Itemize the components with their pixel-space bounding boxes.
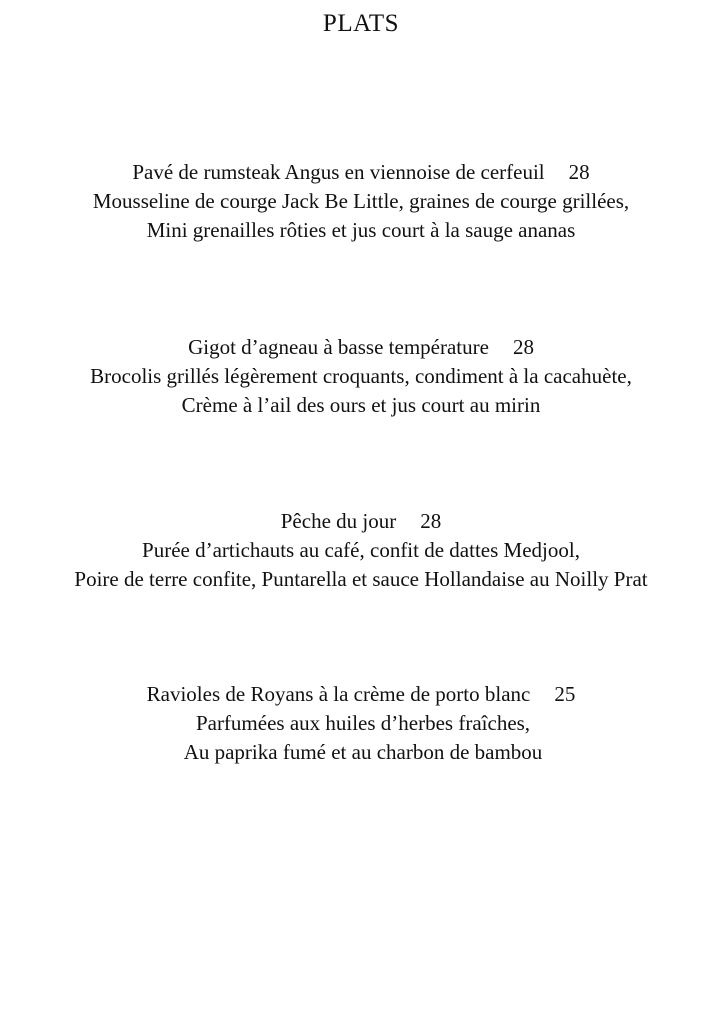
dish-description-line: Au paprika fumé et au charbon de bambou <box>183 740 543 764</box>
dish-name: Ravioles de Royans à la crème de porto blanc <box>146 682 531 706</box>
dish-price: 28 <box>568 160 590 184</box>
dish-name: Pêche du jour <box>280 509 397 533</box>
dish-description-line: Brocolis grillés légèrement croquants, condiment à la cacahuète, <box>90 364 632 388</box>
dish-name-line <box>0 158 722 187</box>
menu-item <box>0 333 722 420</box>
dish-description-line: Parfumées aux huiles d’herbes fraîches, <box>195 711 531 735</box>
dish-name-line <box>0 333 722 362</box>
dish-name-line <box>0 507 722 536</box>
dish-description-line: Crème à l’ail des ours et jus court au mirin <box>181 393 541 417</box>
menu-item <box>0 507 722 594</box>
dish-description-line: Poire de terre confite, Puntarella et sauce Hollandaise au Noilly Prat <box>74 567 648 591</box>
section-title: PLATS <box>322 10 400 37</box>
menu-item <box>0 158 722 245</box>
dish-name-line <box>0 680 722 709</box>
menu-item <box>0 680 722 767</box>
dish-name: Gigot d’agneau à basse température <box>188 335 489 359</box>
dish-price: 28 <box>420 509 442 533</box>
dish-price: 25 <box>554 682 576 706</box>
dish-price: 28 <box>512 335 534 359</box>
dish-description-line: Purée d’artichauts au café, confit de dattes Medjool, <box>142 538 580 562</box>
dish-description-line: Mousseline de courge Jack Be Little, graines de courge grillées, <box>92 189 630 213</box>
dish-description-line: Mini grenailles rôties et jus court à la sauge ananas <box>146 218 576 242</box>
dish-name: Pavé de rumsteak Angus en viennoise de cerfeuil <box>132 160 545 184</box>
